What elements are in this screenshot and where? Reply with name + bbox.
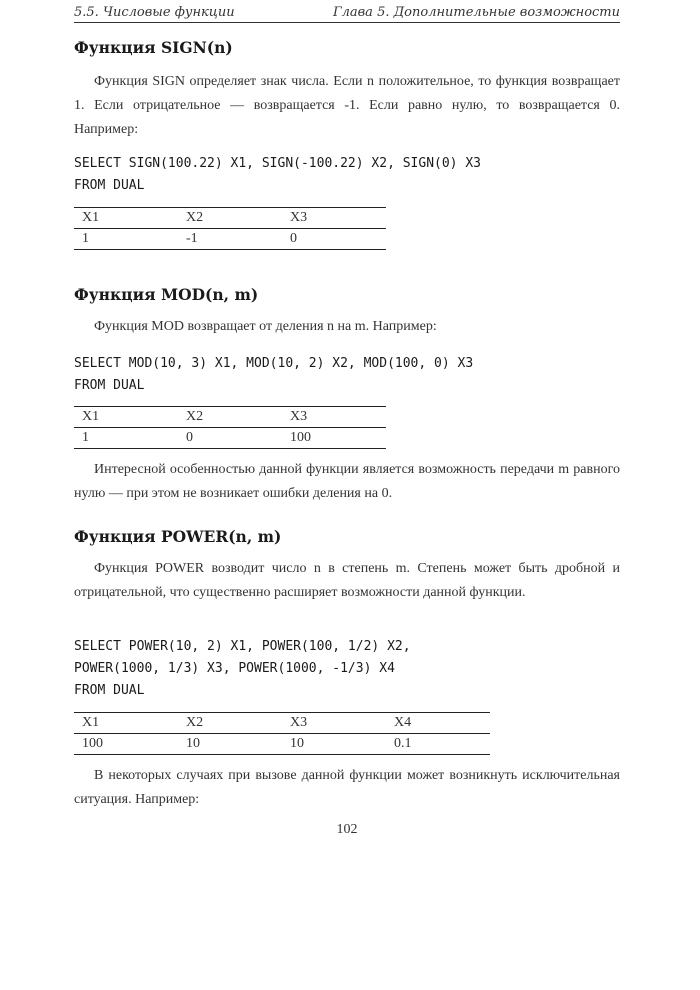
table-cell: -1 [186, 231, 198, 246]
result-table-mod [74, 406, 386, 449]
table-header-cell: X3 [290, 409, 308, 424]
table-header-cell: X4 [394, 715, 412, 730]
table-row [74, 428, 386, 449]
heading-sign: Функция SIGN(n) [74, 38, 233, 57]
paragraph-power: Функция POWER возводит число n в степень m. Степень может быть дробной и отрицательной, что существенно расширяет возможности данной функции. [74, 561, 620, 600]
table-header-cell: X1 [82, 715, 100, 730]
table-header-cell: X2 [186, 210, 204, 225]
table-row [74, 734, 490, 755]
table-header-cell: X1 [82, 409, 100, 424]
table-header-cell: X1 [82, 210, 100, 225]
code-mod: SELECT MOD(10, 3) X1, MOD(10, 2) X2, MOD(100, 0) X3 FROM DUAL [74, 356, 474, 393]
table-cell: 10 [186, 736, 200, 751]
table-header-cell: X3 [290, 210, 308, 225]
table-cell: 100 [82, 736, 103, 751]
heading-power: Функция POWER(n, m) [74, 527, 282, 546]
table-cell: 0.1 [394, 736, 412, 751]
table-cell: 1 [82, 430, 89, 445]
running-header [74, 3, 620, 23]
paragraph-sign: Функция SIGN определяет знак числа. Если n положительное, то функция возвращает 1. Если отрицательное — возвращается -1. Если равно нулю, то возвращается 0. Например: [74, 74, 620, 137]
header-section-title: 5.5. Числовые функции [74, 5, 235, 20]
table-header-cell: X2 [186, 409, 204, 424]
table-header-cell: X3 [290, 715, 308, 730]
table-cell: 1 [82, 231, 89, 246]
table-cell: 10 [290, 736, 304, 751]
page-number: 102 [336, 822, 358, 837]
header-chapter-title: Глава 5. Дополнительные возможности [332, 5, 620, 20]
result-table-sign [74, 207, 386, 250]
table-cell: 0 [186, 430, 193, 445]
table-row [74, 229, 386, 250]
paragraph-mod: Функция MOD возвращает от деления n на m. Например: [94, 319, 437, 334]
table-cell: 0 [290, 231, 297, 246]
paragraph-mod-note: Интересной особенностью данной функции является возможность передачи m равного нулю — при этом не возникает ошибки деления на 0. [74, 462, 620, 501]
paragraph-power-note: В некоторых случаях при вызове данной функции может возникнуть исключительная ситуация. Например: [74, 768, 620, 807]
table-cell: 100 [290, 430, 311, 445]
result-table-power [74, 712, 490, 755]
code-power: SELECT POWER(10, 2) X1, POWER(100, 1/2) X2, POWER(1000, 1/3) X3, POWER(1000, -1/3) X4 FROM DUAL [74, 639, 411, 698]
table-header-cell: X2 [186, 715, 204, 730]
code-sign: SELECT SIGN(100.22) X1, SIGN(-100.22) X2, SIGN(0) X3 FROM DUAL [74, 156, 481, 193]
heading-mod: Функция MOD(n, m) [74, 285, 259, 304]
